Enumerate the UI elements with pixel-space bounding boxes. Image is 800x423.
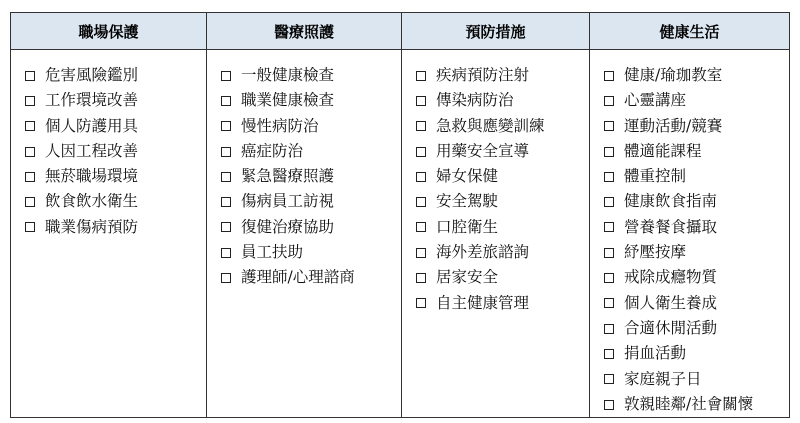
list-item bbox=[416, 291, 589, 316]
checkbox-square-icon bbox=[416, 172, 426, 182]
checkbox-square-icon bbox=[25, 121, 35, 131]
checkbox-square-icon bbox=[221, 121, 231, 131]
checkbox-square-icon bbox=[25, 172, 35, 182]
list-item bbox=[25, 114, 206, 139]
list-item-label: 職業傷病預防 bbox=[45, 217, 139, 236]
list-item-label: 體重控制 bbox=[624, 167, 687, 186]
list-item bbox=[416, 189, 589, 214]
checkbox-square-icon bbox=[604, 248, 614, 258]
list-item-label: 飲食飲水衛生 bbox=[45, 192, 139, 211]
list-item bbox=[604, 392, 789, 417]
list-item-label: 復健治療協助 bbox=[241, 217, 335, 236]
list-item-label: 一般健康檢查 bbox=[241, 66, 335, 84]
list-item bbox=[604, 291, 789, 316]
checkbox-square-icon bbox=[221, 222, 231, 232]
list-item-label: 安全駕駛 bbox=[436, 192, 499, 211]
list-item-label: 紓壓按摩 bbox=[624, 243, 687, 262]
list-item-label: 家庭親子日 bbox=[624, 369, 702, 388]
health-programs-table bbox=[10, 12, 790, 418]
list-item-label: 體適能課程 bbox=[624, 141, 702, 160]
list-item bbox=[25, 215, 206, 240]
checkbox-square-icon bbox=[416, 121, 426, 131]
list-item-label: 緊急醫療照護 bbox=[241, 167, 335, 186]
item-list bbox=[207, 50, 401, 291]
checkbox-square-icon bbox=[25, 197, 35, 207]
list-item bbox=[221, 114, 401, 139]
checkbox-square-icon bbox=[25, 71, 35, 81]
list-item bbox=[604, 341, 789, 366]
checkbox-square-icon bbox=[416, 96, 426, 106]
checkbox-square-icon bbox=[604, 197, 614, 207]
list-item-label: 健康飲食指南 bbox=[624, 192, 718, 211]
list-item-label: 員工扶助 bbox=[241, 243, 304, 262]
item-list bbox=[402, 50, 589, 316]
list-item bbox=[604, 88, 789, 113]
list-item-label: 海外差旅諮詢 bbox=[436, 243, 530, 262]
checkbox-square-icon bbox=[221, 147, 231, 157]
column-header: 預防措施 bbox=[402, 13, 589, 50]
list-item bbox=[604, 265, 789, 290]
list-item bbox=[416, 139, 589, 164]
checkbox-square-icon bbox=[221, 197, 231, 207]
checkbox-square-icon bbox=[221, 71, 231, 81]
checkbox-square-icon bbox=[604, 374, 614, 384]
checkbox-square-icon bbox=[604, 324, 614, 334]
checkbox-square-icon bbox=[604, 400, 614, 410]
checkbox-square-icon bbox=[604, 121, 614, 131]
list-item-label: 營養餐食攝取 bbox=[624, 217, 718, 236]
list-item-label: 無菸職場環境 bbox=[45, 167, 139, 186]
list-item-label: 婦女保健 bbox=[436, 167, 499, 186]
list-item bbox=[604, 164, 789, 189]
checkbox-square-icon bbox=[221, 96, 231, 106]
list-item-label: 人因工程改善 bbox=[45, 141, 139, 160]
list-item bbox=[416, 114, 589, 139]
checkbox-square-icon bbox=[604, 96, 614, 106]
list-item bbox=[604, 63, 789, 88]
list-item-label: 敦親睦鄰/社會關懷 bbox=[624, 394, 754, 413]
list-item-label: 健康/瑜珈教室 bbox=[624, 66, 723, 84]
list-item bbox=[25, 189, 206, 214]
list-item-label: 運動活動/競賽 bbox=[624, 116, 723, 135]
list-item-label: 護理師/心理諮商 bbox=[241, 268, 355, 287]
list-item-label: 職業健康檢查 bbox=[241, 91, 335, 110]
column-prevention-measures bbox=[401, 13, 589, 417]
list-item-label: 傷病員工訪視 bbox=[241, 192, 335, 211]
checkbox-square-icon bbox=[416, 298, 426, 308]
list-item bbox=[221, 215, 401, 240]
list-item-label: 戒除成癮物質 bbox=[624, 268, 718, 287]
checkbox-square-icon bbox=[604, 222, 614, 232]
checkbox-square-icon bbox=[25, 222, 35, 232]
checkbox-square-icon bbox=[604, 172, 614, 182]
column-header: 醫療照護 bbox=[207, 13, 401, 50]
checkbox-square-icon bbox=[416, 147, 426, 157]
checkbox-square-icon bbox=[416, 71, 426, 81]
list-item bbox=[25, 139, 206, 164]
list-item bbox=[25, 88, 206, 113]
list-item bbox=[221, 88, 401, 113]
checkbox-square-icon bbox=[604, 71, 614, 81]
list-item-label: 慢性病防治 bbox=[241, 116, 319, 135]
list-item bbox=[604, 114, 789, 139]
list-item bbox=[416, 63, 589, 88]
column-healthy-living bbox=[589, 13, 789, 417]
list-item-label: 用藥安全宣導 bbox=[436, 141, 530, 160]
checkbox-square-icon bbox=[416, 248, 426, 258]
checkbox-square-icon bbox=[221, 248, 231, 258]
checkbox-square-icon bbox=[604, 273, 614, 283]
list-item-label: 疾病預防注射 bbox=[436, 66, 530, 84]
list-item-label: 合適休閒活動 bbox=[624, 318, 718, 337]
list-item bbox=[604, 367, 789, 392]
list-item bbox=[25, 63, 206, 88]
list-item bbox=[604, 316, 789, 341]
checkbox-square-icon bbox=[25, 96, 35, 106]
item-list bbox=[590, 50, 789, 417]
checkbox-square-icon bbox=[604, 298, 614, 308]
list-item-label: 居家安全 bbox=[436, 268, 499, 287]
list-item bbox=[221, 189, 401, 214]
list-item bbox=[416, 265, 589, 290]
checkbox-square-icon bbox=[416, 197, 426, 207]
list-item-label: 傳染病防治 bbox=[436, 91, 514, 110]
checkbox-square-icon bbox=[604, 147, 614, 157]
list-item-label: 個人衛生養成 bbox=[624, 293, 718, 312]
list-item bbox=[221, 139, 401, 164]
list-item-label: 心靈講座 bbox=[624, 91, 687, 110]
checkbox-square-icon bbox=[221, 273, 231, 283]
list-item bbox=[604, 240, 789, 265]
list-item bbox=[416, 164, 589, 189]
list-item bbox=[221, 164, 401, 189]
column-medical-care bbox=[206, 13, 401, 417]
checkbox-square-icon bbox=[416, 222, 426, 232]
list-item bbox=[604, 189, 789, 214]
checkbox-square-icon bbox=[221, 172, 231, 182]
list-item-label: 危害風險鑑別 bbox=[45, 66, 139, 84]
list-item bbox=[604, 215, 789, 240]
list-item bbox=[221, 265, 401, 290]
list-item-label: 自主健康管理 bbox=[436, 293, 530, 312]
list-item bbox=[221, 240, 401, 265]
list-item-label: 口腔衛生 bbox=[436, 217, 499, 236]
column-header: 職場保護 bbox=[11, 13, 206, 50]
item-list bbox=[11, 50, 206, 240]
list-item-label: 癌症防治 bbox=[241, 141, 304, 160]
list-item bbox=[604, 139, 789, 164]
checkbox-square-icon bbox=[604, 349, 614, 359]
checkbox-square-icon bbox=[416, 273, 426, 283]
list-item bbox=[416, 88, 589, 113]
list-item bbox=[416, 240, 589, 265]
list-item bbox=[25, 164, 206, 189]
list-item bbox=[221, 63, 401, 88]
column-workplace-protection bbox=[11, 13, 206, 417]
list-item-label: 捐血活動 bbox=[624, 344, 687, 363]
list-item-label: 工作環境改善 bbox=[45, 91, 139, 110]
checkbox-square-icon bbox=[25, 147, 35, 157]
list-item bbox=[416, 215, 589, 240]
list-item-label: 急救與應變訓練 bbox=[436, 116, 545, 135]
list-item-label: 個人防護用具 bbox=[45, 116, 139, 135]
column-header: 健康生活 bbox=[590, 13, 789, 50]
